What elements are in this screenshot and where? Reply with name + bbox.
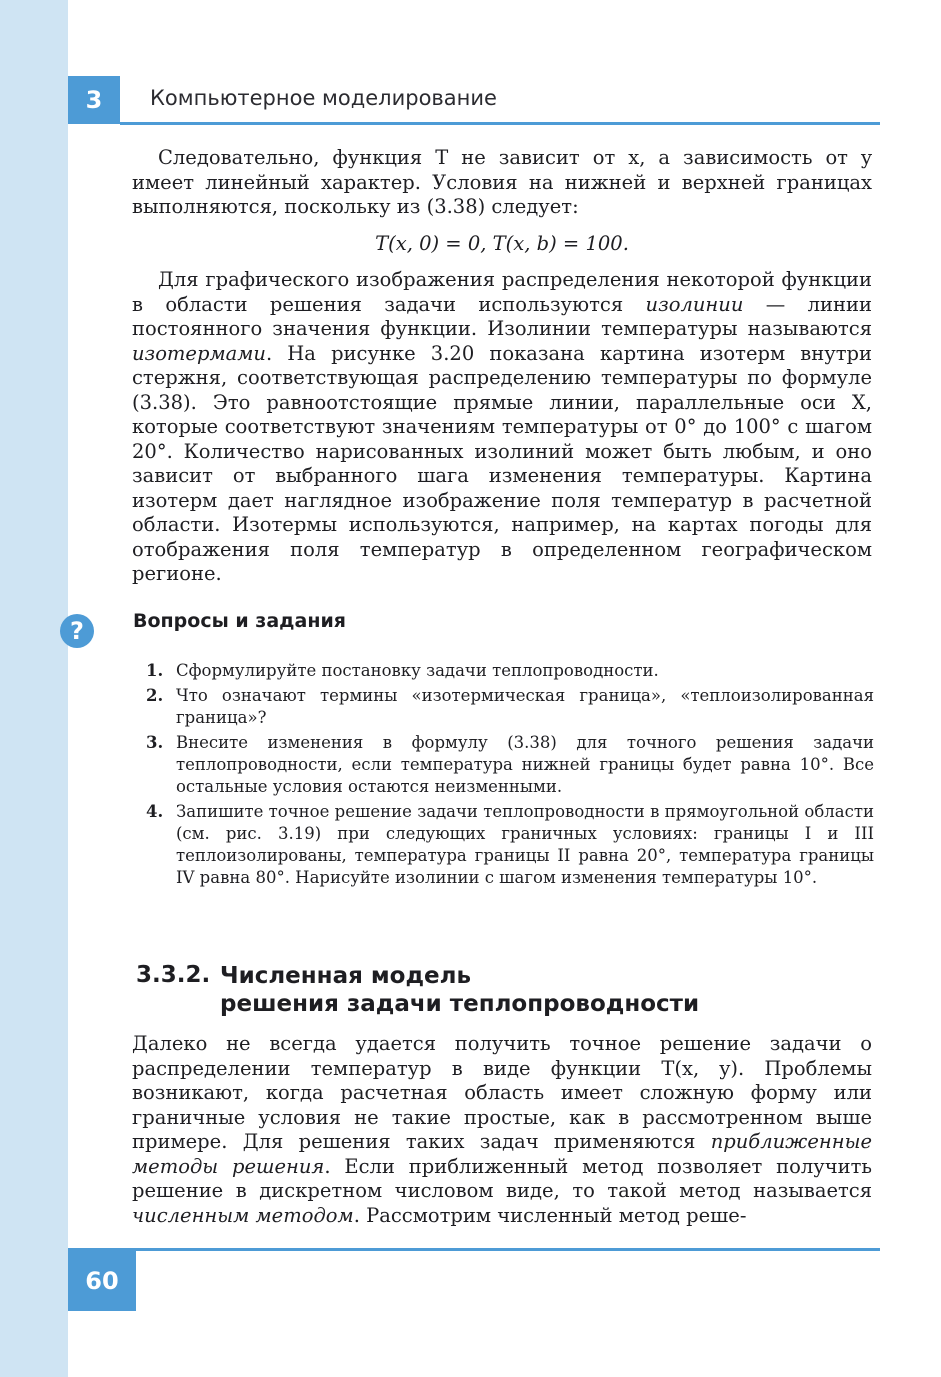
- item-text: Сформулируйте постановку задачи теплопроводности.: [176, 661, 659, 680]
- paragraph-intro: Следовательно, функция T не зависит от x, а зависимость от y имеет линейный характер. Условия на нижней и верхней границах выполняются, поскольку из (3.38) следует:: [132, 146, 872, 218]
- list-item: [146, 685, 874, 729]
- page-number: 60: [85, 1267, 119, 1295]
- paragraph-numeric-methods: [132, 1032, 872, 1228]
- section-title-line: решения задачи теплопроводности: [220, 991, 700, 1017]
- paragraph-text: Для графического изображения распределения некоторой функции в области решения задачи используются: [132, 268, 872, 316]
- formula-boundary-conditions: T(x, 0) = 0, T(x, b) = 100.: [375, 232, 629, 255]
- paragraph-isolines: [132, 268, 872, 587]
- header-divider: [120, 122, 880, 125]
- section-number: 3.3.2.: [136, 962, 211, 988]
- page-number-badge: [68, 1251, 136, 1311]
- item-number: 1.: [146, 661, 164, 680]
- term-isotherms: изотермами: [132, 341, 266, 365]
- item-number: 2.: [146, 686, 164, 705]
- paragraph-text: . На рисунке 3.20 показана картина изотерм внутри стержня, соответствующая распределению температуры по формуле (3.38). Это равноотстоящие прямые линии, параллельные оси X, которые соответствуют значениям температуры от 0° до 100° с шагом 20°. Количество нарисованных изолиний может быть любым, и оно зависит от выбранного шага изменения температуры. Картина изотерм дает наглядное изображение поля температур в расчетной области. Изотермы используются, например, на картах погоды для отображения поля температур в определенном географическом регионе.: [132, 341, 872, 585]
- item-number: 4.: [146, 802, 164, 821]
- item-text: Внесите изменения в формулу (3.38) для точного решения задачи теплопроводности, если температура нижней границы будет равна 10°. Все остальные условия остаются неизменными.: [176, 733, 874, 796]
- list-item: [146, 660, 874, 682]
- chapter-number: 3: [85, 86, 103, 114]
- paragraph-text: . Рассмотрим численный метод реше-: [353, 1203, 747, 1227]
- section-title: [220, 962, 699, 1018]
- questions-list: [146, 660, 874, 892]
- footer-divider: [68, 1248, 880, 1251]
- item-text: Что означают термины «изотермическая граница», «теплоизолированная граница»?: [176, 686, 874, 727]
- list-item: [146, 732, 874, 798]
- paragraph-text: . Если приближенный метод позволяет получить решение в дискретном числовом виде, то такой метод называется: [132, 1154, 872, 1202]
- questions-heading: Вопросы и задания: [133, 610, 346, 632]
- paragraph-text: Далеко не всегда удается получить точное решение задачи о распределении температур в виде функции T(x, y). Проблемы возникают, когда расчетная область имеет сложную форму или граничные условия не такие простые, как в рассмотренном выше примере. Для решения таких задач применяются: [132, 1032, 872, 1153]
- section-title-line: Численная модель: [220, 963, 472, 989]
- item-number: 3.: [146, 733, 164, 752]
- page-margin-band: [0, 0, 68, 1377]
- chapter-number-badge: [68, 76, 120, 124]
- paragraph-text: — линии постоянного значения функции. Изолинии температуры называются: [132, 292, 872, 340]
- question-icon: ?: [60, 614, 94, 648]
- chapter-title: Компьютерное моделирование: [150, 86, 497, 110]
- list-item: [146, 801, 874, 889]
- term-isolines: изолинии: [645, 292, 744, 316]
- term-approximate-methods: приближенные методы решения: [132, 1130, 872, 1178]
- item-text: Запишите точное решение задачи теплопроводности в прямоугольной области (см. рис. 3.19) при следующих граничных условиях: границы I и III теплоизолированы, температура границы II равна 20°, температура границы IV равна 80°. Нарисуйте изолинии с шагом изменения температуры 10°.: [176, 802, 874, 887]
- term-numerical-method: численным методом: [132, 1203, 354, 1227]
